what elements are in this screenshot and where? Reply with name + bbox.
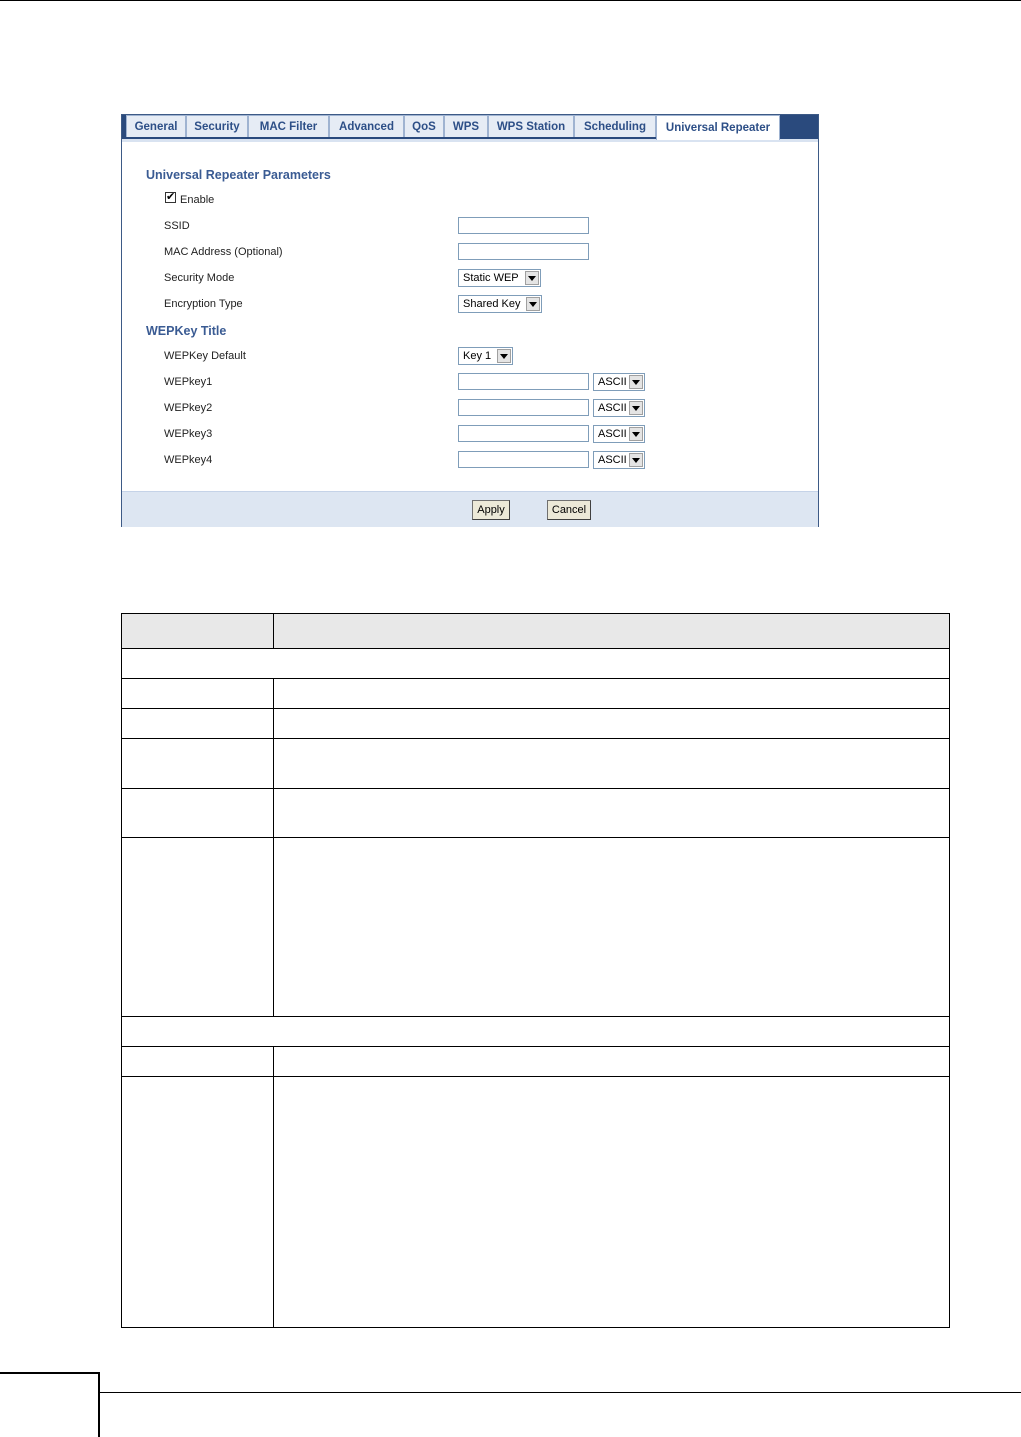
- table-row: [122, 838, 950, 1017]
- enable-label: Enable: [180, 194, 215, 206]
- ssid-input[interactable]: [458, 217, 589, 234]
- table-cell: [122, 709, 274, 739]
- tab-mac-filter[interactable]: MAC Filter: [248, 115, 329, 137]
- table-row: [122, 1077, 950, 1328]
- page-number-box: [0, 1372, 100, 1437]
- wepkey2-format-select[interactable]: [593, 399, 645, 417]
- apply-button[interactable]: Apply: [472, 500, 510, 520]
- table-section-row: [122, 1017, 950, 1047]
- table-row: [122, 789, 950, 838]
- section-title-wepkey: WEPKey Title: [146, 324, 227, 338]
- wepkey2-format-value: ASCII: [598, 402, 627, 414]
- footer-rule: [100, 1392, 1021, 1393]
- universal-repeater-panel: [121, 114, 819, 527]
- table-cell: [274, 1047, 950, 1077]
- table-cell: [122, 789, 274, 838]
- table-cell: [274, 679, 950, 709]
- table-cell: [274, 739, 950, 789]
- table-cell: [122, 1047, 274, 1077]
- wepkey1-label: WEPkey1: [164, 376, 213, 388]
- security-mode-value: Static WEP: [463, 272, 519, 284]
- table-row: [122, 739, 950, 789]
- enable-checkbox[interactable]: ✔: [166, 191, 176, 203]
- wepkey4-format-value: ASCII: [598, 454, 627, 466]
- section-title-repeater: Universal Repeater Parameters: [146, 168, 331, 182]
- table-header-cell: [274, 614, 950, 649]
- wepkey3-format-value: ASCII: [598, 428, 627, 440]
- field-description-table: [121, 613, 950, 1328]
- table-row: [122, 1047, 950, 1077]
- wepkey4-input[interactable]: [458, 451, 589, 468]
- chevron-down-icon: [497, 349, 511, 363]
- table-cell: [122, 1077, 274, 1328]
- table-row: [122, 1017, 950, 1047]
- table-cell: [122, 679, 274, 709]
- wepkey-default-value: Key 1: [463, 350, 492, 362]
- chevron-down-icon: [525, 271, 539, 285]
- wepkey-default-select[interactable]: [458, 347, 513, 365]
- encryption-type-label: Encryption Type: [164, 298, 243, 310]
- table-row: [122, 679, 950, 709]
- wepkey2-label: WEPkey2: [164, 402, 213, 414]
- table-cell: [274, 709, 950, 739]
- encryption-type-select[interactable]: [458, 295, 542, 313]
- table-cell: [274, 838, 950, 1017]
- mac-address-input[interactable]: [458, 243, 589, 260]
- encryption-type-value: Shared Key: [463, 298, 521, 310]
- ssid-label: SSID: [164, 220, 190, 232]
- wepkey4-label: WEPkey4: [164, 454, 213, 466]
- tab-scheduling[interactable]: Scheduling: [574, 115, 656, 137]
- cancel-button[interactable]: Cancel: [547, 500, 591, 520]
- chevron-down-icon: [629, 375, 643, 389]
- wepkey1-format-select[interactable]: [593, 373, 645, 391]
- wepkey3-input[interactable]: [458, 425, 589, 442]
- chevron-down-icon: [629, 427, 643, 441]
- page-top-rule: [0, 0, 1021, 1]
- wepkey-default-label: WEPKey Default: [164, 350, 246, 362]
- security-mode-label: Security Mode: [164, 272, 235, 284]
- wepkey2-input[interactable]: [458, 399, 589, 416]
- mac-address-label: MAC Address (Optional): [164, 246, 283, 258]
- table-cell: [274, 789, 950, 838]
- wepkey4-format-select[interactable]: [593, 451, 645, 469]
- table-cell: [274, 1077, 950, 1328]
- chevron-down-icon: [526, 297, 540, 311]
- tab-security[interactable]: Security: [186, 115, 248, 137]
- tab-wps[interactable]: WPS: [444, 115, 488, 137]
- tab-universal-repeater[interactable]: Universal Repeater: [656, 115, 780, 140]
- table-cell: [122, 838, 274, 1017]
- security-mode-select[interactable]: [458, 269, 541, 287]
- wepkey3-label: WEPkey3: [164, 428, 213, 440]
- chevron-down-icon: [629, 401, 643, 415]
- tab-qos[interactable]: QoS: [404, 115, 444, 137]
- tab-wps-station[interactable]: WPS Station: [488, 115, 574, 137]
- button-bar: [122, 491, 818, 527]
- table-header-row: [122, 614, 950, 649]
- table-section-row: [122, 649, 950, 679]
- wepkey1-input[interactable]: [458, 373, 589, 390]
- table-cell: [122, 739, 274, 789]
- table-row: [122, 709, 950, 739]
- tab-advanced[interactable]: Advanced: [329, 115, 404, 137]
- table-header-cell: [122, 614, 274, 649]
- tab-general[interactable]: General: [126, 115, 186, 137]
- wepkey3-format-select[interactable]: [593, 425, 645, 443]
- wepkey1-format-value: ASCII: [598, 376, 627, 388]
- chevron-down-icon: [629, 453, 643, 467]
- table-row: [122, 649, 950, 679]
